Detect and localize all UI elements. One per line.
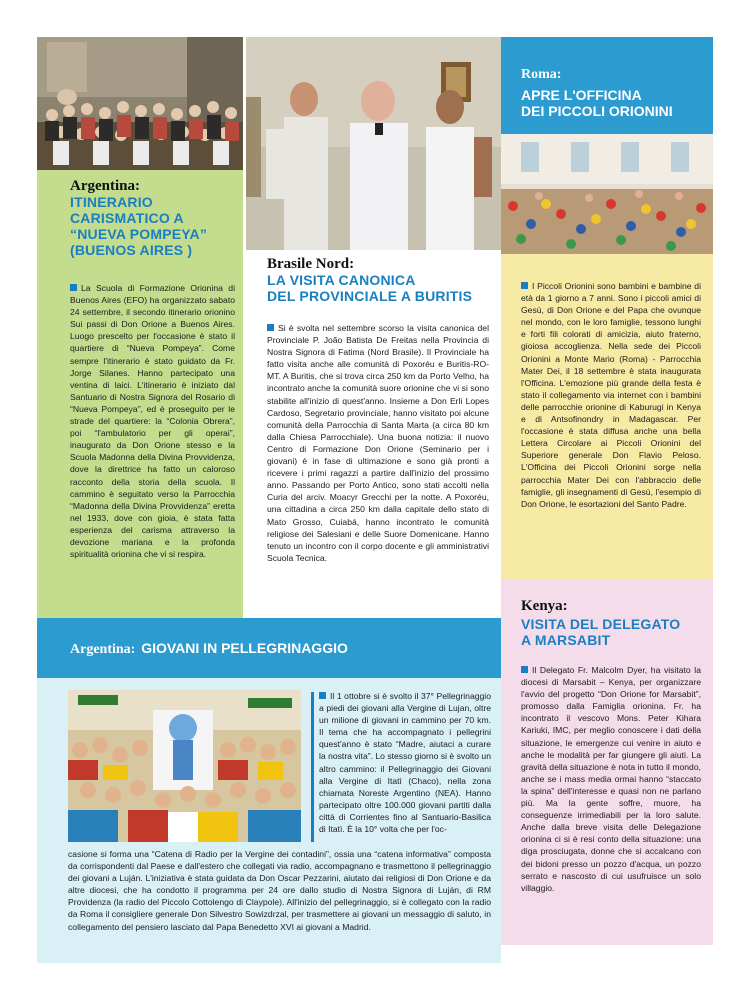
kenya-panel [501,580,713,945]
brasile-title-line1: LA VISITA CANONICA [267,272,416,288]
roma-title-line2: DEI PICCOLI ORIONINI [521,103,673,119]
argentina-kicker: Argentina: [70,178,140,194]
pellegrinaggio-kicker: Argentina: [70,642,136,657]
pellegrinaggio-heading [70,640,348,658]
roma-body: I Piccoli Orionini sono bambini e bambine di età da 1 giorno a 7 anni. Sono i piccoli amici di Gesù, di Don Orione e del Papa che ovunque nel mondo, con le loro famiglie, tessono lunghi e forti fili colorati di amicizia, aiuto fraterno, gioiosa accoglienza. Nella sede dei Piccoli Orionini a Monte Mario (Roma) - Parrocchia Mater Dei, il 18 settembre è stata inaugurata l'Officina. L'emozione più grande della festa è stato il collegamento via internet con i bambini delle parrocchie orionine di Kaburugi in Kenya e di Antsofinondry in Madagascar. Per l'occasione è stata diffusa anche una bella Lettera Circolare ai Piccoli Orionini del Superiore generale Don Flavio Peloso. L'Officina dei Piccoli Orionini sorge nella parrocchia Mater Dei con l'abbraccio delle famiglie, gli insegnamenti di Gesù, l'esempio di Don Orione, le esortazioni del Santo Padre. [521,281,701,509]
roma-title-line1: APRE L'OFFICINA [521,87,642,103]
roma-header [501,37,713,134]
brasile-panel [246,250,501,618]
kenya-kicker: Kenya: [521,598,568,614]
photo-pilgrimage-crowd [68,690,301,842]
pellegrinaggio-body-side: Il 1 ottobre si è svolto il 37° Pellegrinaggio a piedi dei giovani alla Vergine di Lujan, oltre un milione di giovani in cammino per 70 km. Il tema che ha accompagnato i pellegrini quest'anno è stato “Madre, aiutaci a curare la nostra vita”. Lo stesso giorno si è svolto un altro cammino: il Pellegrinaggio dei Giovani alla Vergine di Itatì (Chaco), nella zona chiamata Noreste Argentino (NEA). Hanno partecipato oltre 100.000 giovani partiti dalla città di Corrientes fino al Santuario-Basilica di Itatì. È la 10° volta che per l'oc- [319,691,491,835]
kenya-title-line1: VISITA DEL DELEGATO [521,616,681,632]
kenya-body: Il Delegato Fr. Malcolm Dyer, ha visitato la diocesi di Marsabit – Kenya, per organizzare l'avvio del progetto “Don Orione for Marsabit”, promosso dalla Famiglia orionina. Fr. ha incontrato il vescovo Mons. Peter Kihara Kariuki, IMC, per meglio conoscere i dati della situazione, le emergenze cui venire in aiuto e anche le modalità per far giungere gli aiuti. La gravità della situazione è nota in tutto il mondo, anche se i mass media ormai hanno “staccato la spina” dell'interesse e quasi non ne parlano più. Ma la gente soffre, muore, ha conseguenze irrimediabili per la loro salute. Anche dalla breve visita delle Delegazione orionina ci si è resi conto della situazione: una diga prosciugata, donne che si accalcano con dei bidoni presso un pozzo d'acqua, un pozzo serrato e nascosto di cui usufruisce un solo villaggio. [521,665,701,893]
roma-kicker: Roma: [521,67,562,82]
argentina-itinerario-panel [37,170,243,618]
divider-line [311,692,314,842]
roma-panel [501,254,713,580]
brasile-kicker: Brasile Nord: [267,256,355,272]
photo-children-hall [501,134,713,254]
bullet-square-icon [267,324,274,331]
kenya-title-line2: A MARSABIT [521,632,611,648]
bullet-square-icon [70,284,77,291]
brasile-body: Si è svolta nel settembre scorso la visita canonica del Provinciale P. João Batista De Freitas nella Provincia di Nostra Signora di Fatima (Nord Brasile). Il Provinciale ha fatto visita anche alle comunità di Poxoréu e Buritis-RO-MT. A Buritis, che si trova circa 250 km da Porto Velho, ha incontrato anche la comunità suore orionine che vi si sono stabilite all'inizio di quest'anno. Insieme a Don Erli Lopes Cardoso, Segretario provinciale, hanno visitato poi alcune comunità della Parrocchia di Santa Marta (a circa 80 km dalla Chiesa Parrocchiale). Una buona notizia: il nuovo Centro di Formazione Don Orione (Seminario per i giovani) è in fase di ultimazione e sono già pronti a ricevere i primi ragazzi a partire dall'inizio del prossimo anno. Passando per Porto Antico, sono stati accolti nella Curia del arciv. Moacyr Grecchi per la notte. A Poxoréu, una cittadina a circa 250 km dalla capitale dello stato di Mato Grosso, Cuiabá, hanno incontrato le comunità religiose dei Salesiani e delle Suore Domenicane. Hanno tenuto un incontro con il corpo docente e gli amministrativi Scuola Tecnica. [267,323,489,563]
brasile-title-line2: DEL PROVINCIALE A BURITIS [267,288,473,304]
photo-three-men [246,37,501,250]
group-photo-argentina [37,37,243,170]
pellegrinaggio-body-full: casione si forma una “Catena di Radio per la Vergine dei contadini”, ossia una “catena informativa” composta da corrispondenti dal Paese e dall'estero che collegati via radio, accompagnano e trasmettono il pellegrinaggio dei giovani a Luján. L'iniziativa è stata guidata da Don Oscar Pezzarini, aiutato dai religiosi di Don Orione e da altre diocesi, che ha condotto il programma per 24 ore dallo studio di Nostra Signora di Luján, di RM Providenza (la radio del Piccolo Cottolengo di Claypole). All'inizio del pellegrinaggio, si è collegato con la radio da Roma il consigliere generale Don Silvestro Sowizdrzal, per trasmettere ai giovani un messaggio di saluto, in collegamento del pensiero lasciato dal Papa Benedetto XVI ai giovani a Madrid. [68,849,491,932]
pellegrinaggio-title: GIOVANI IN PELLEGRINAGGIO [141,640,348,656]
bullet-square-icon [521,282,528,289]
bullet-square-icon [521,666,528,673]
pellegrinaggio-panel [37,678,501,963]
argentina-itinerario-title: ITINERARIO CARISMATICO A “NUEVA POMPEYA” (BUENOS AIRES ) [70,194,208,258]
bullet-square-icon [319,692,326,699]
argentina-itinerario-body: La Scuola di Formazione Orionina di Buenos Aires (EFO) ha organizzato sabato 24 settembre, il secondo itinerario orionino Sui passi di Don Orione a Buenos Aires. Luogo prescelto per l'occasione è stato il quartiere di “Nueva Pompeya”. Come sempre l'itinerario è stato guidato da Fr. Jorge Silanes. Hanno partecipato una ventina di laici. L'itinerario è iniziato dal Santuario di Nostra Signora del Rosario di “Nueva Pompeya”, ed è proseguito per le strade del quartiere: la “Colonia Obrera”, poi “l'ambulatorio per gli operai”, inaugurato da Don Orione stesso e la Scuola Madonna della Divina Provvidenza, dove la direttrice ha fatto un caloroso racconto della storia della scuola. Il cammino è seguitato verso la Parrocchia “Madonna della Divina Provvidenza” eretta nel 1933, dove con gioia, è stata fatta esperienza del carisma attraverso la devozione mariana e la profonda spiritualità orionina che vi si respira. [70,283,235,560]
pellegrinaggio-header [37,618,501,678]
